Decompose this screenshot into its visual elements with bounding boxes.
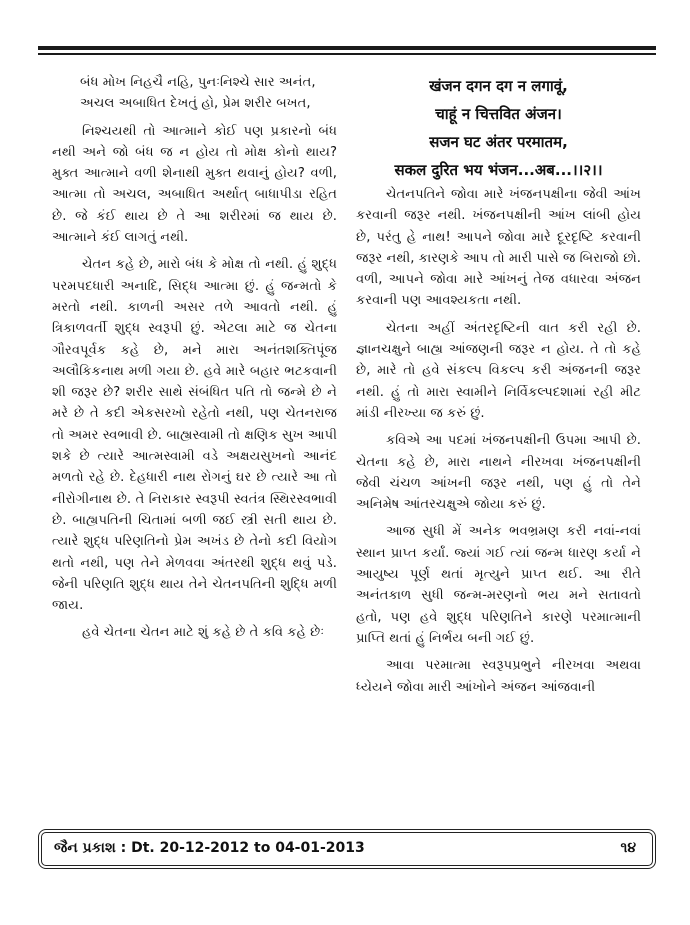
right-paragraph-3: કવિએ આ પદમાં ખંજનપક્ષીની ઉપમા આપી છે. ચેતના કહે છે, મારા નાથને નીરખવા ખંજનપક્ષીની જેવી ચંચળ આંખની જરૂર નથી, પણ હું તો તેને અનિમેષ આંતરચક્ષુએ જોયા કરું છું.: [356, 433, 641, 513]
right-paragraph-4: આજ સુધી મેં અનેક ભવભ્રમણ કરી નવાં-નવાં સ્થાન પ્રાપ્ત કર્યાં. જ્યાં ગઈ ત્યાં જન્મ ધારણ કર્યા ને આયુષ્ય પૂર્ણ થતાં મૃત્યુને પ્રાપ્ત થઈ. આ રીતે અનંતકાળ સુધી જન્મ-મરણનો ભય મને સતાવતો હતો, પણ હવે શુદ્ધ પરિણતિને કારણે પરમાત્માની પ્રાપ્તિ થતાં હું નિર્ભય બની ગઈ છું.: [356, 524, 641, 646]
left-column: [52, 72, 337, 650]
left-paragraph-2: ચેતન કહે છે, મારો બંધ કે મોક્ષ તો નથી. હું શુદ્ધ પરમપદધારી અનાદિ, સિદ્ધ આત્મા છું. હું જન્મતો કે મરતો નથી. કાળની અસર તળે આવતો નથી. હું ત્રિકાળવર્તી શુદ્ધ સ્વરૂપી છું. એટલા માટે જ ચેતના ગૌરવપૂર્વક કહે છે, મને મારા અનંતશક્તિપૂંજ અલૌકિકનાથ મળી ગયા છે. હવે મારે બહાર ભટકવાની શી જરૂર છે? શરીર સાથે સંબંધિત પતિ તો જન્મે છે ને મરે છે તે કદી એકસરખો રહેતો નથી, પણ ચેતનરાજ તો અમર સ્વભાવી છે. બાહ્યસ્વામી તો ક્ષણિક સુખ આપી શકે છે ત્યારે આત્મસ્વામી વડે અક્ષયસુખનો આનંદ મળતો રહે છે. દેહધારી નાથ રોગનું ઘર છે ત્યારે આ તો નીરોગીનાથ છે. તે નિરાકાર સ્વરૂપી સ્વતંત્ર સ્થિરસ્વભાવી છે. બાહ્યપતિની ચિતામાં બળી જઈ સ્ત્રી સતી થાય છે. ત્યારે શુદ્ધ પરિણતિનો પ્રેમ અખંડ છે તેનો કદી વિયોગ થતો નથી, પણ તેને મેળવવા અંતરથી શુદ્ધ થવું પડે. જેની પરિણતિ શુદ્ધ થાય તેને ચેતનપતિની શુદ્ધિ મળી જાય.: [52, 257, 337, 614]
right-paragraph-5: આવા પરમાત્મા સ્વરૂપપ્રભુને નીરખવા અથવા ધ્યેયને જોવા મારી આંખોને અંજન આંજવાની: [356, 658, 641, 695]
header-rule-thin: [38, 53, 656, 55]
left-paragraph-3: હવે ચેતના ચેતન માટે શું કહે છે તે કવિ કહે છેઃ: [82, 625, 325, 641]
verse-line-2: चाहूं न चित्तवित अंजन।: [435, 105, 562, 123]
right-column: [356, 72, 641, 704]
verse-line-3: सजन घट अंतर परमातम,: [429, 133, 568, 151]
left-paragraph-1: નિશ્ચયથી તો આત્માને કોઈ પણ પ્રકારનો બંધ નથી અને જો બંધ જ ન હોય તો મોક્ષ કોનો થાય? મુક્ત આત્માને વળી શેનાથી મુક્ત થવાનું હોય? વળી, આત્મા તો અચલ, અબાધિત અર્થાત્ બાધાપીડા રહિત છે. જે કંઈ થાય છે તે આ શરીરમાં જ થાય છે. આત્માને કંઈ લાગતું નથી.: [52, 123, 337, 246]
verse-line-4: सकल दुरित भय भंजन...अब...।।२।।: [394, 161, 603, 179]
verse-line-1: खंजन दगन दग न लगावूं,: [429, 77, 568, 95]
footer-box: [38, 829, 656, 869]
footer-publication: જૈન પ્રકાશ : Dt. 20-12-2012 to 04-01-2013: [54, 840, 365, 856]
right-paragraph-2: ચેતના અહીં અંતરદૃષ્ટિની વાત કરી રહી છે. જ્ઞાનચક્ષુને બાહ્ય આંજણની જરૂર ન હોય. તે તો કહે છે, મારે તો હવે સંકલ્પ વિકલ્પ કરી અંજનની જરૂર નથી. હું તો મારા સ્વામીને નિર્વિકલ્પદશામાં રહી મીટ માંડી નીરખ્યા જ કરું છું.: [356, 320, 641, 421]
left-verse-line-2: અચલ અબાધિત દેખતું હો, પ્રેમ શરીર બખત,: [80, 96, 311, 112]
header-rule-thick: [38, 46, 656, 50]
left-verse-line-1: બંધ મોખ નિહચૈ નહિ, પુનઃનિશ્ચે સાર અનંત,: [80, 75, 316, 90]
right-paragraph-1: ચેતનપતિને જોવા મારે ખંજનપક્ષીના જેવી આંખ કરવાની જરૂર નથી. ખંજનપક્ષીની આંખ લાંબી હોય છે, પરંતુ હે નાથ! આપને જોવા મારે દૂરદૃષ્ટિ કરવાની જરૂર નથી, કારણકે આપ તો મારી પાસે જ બિરાજો છો. વળી, આપને જોવા મારે આંખનું તેજ વધારવા અંજન કરવાની પણ આવશ્યકતા નથી.: [356, 187, 641, 309]
page-number: ૧૪: [620, 840, 636, 856]
verse-block: [356, 72, 641, 184]
